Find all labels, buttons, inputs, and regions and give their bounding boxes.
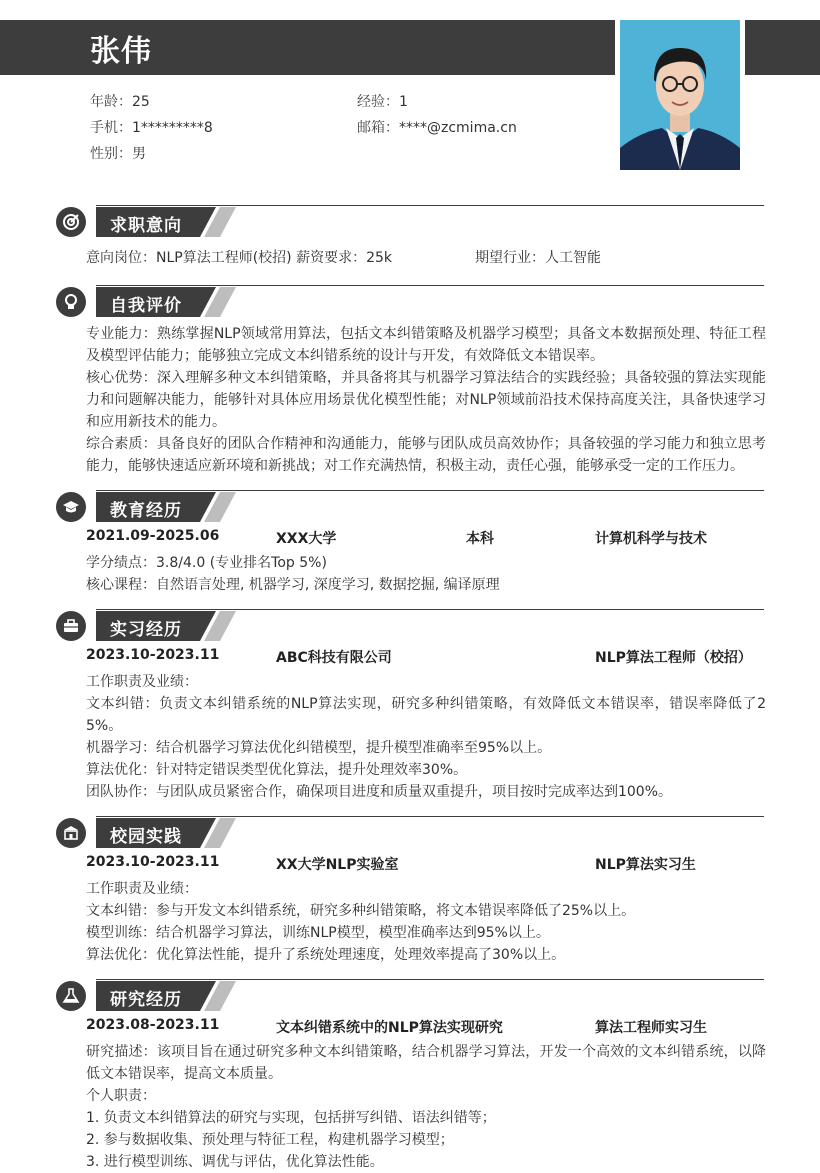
campus-building-icon [56, 818, 86, 848]
internship-row [86, 647, 766, 669]
research-line: 3. 进行模型训练、调优与评估，优化算法性能。 [86, 1154, 384, 1170]
internship-org: ABC科技有限公司 [276, 650, 392, 666]
section-internship-header [56, 609, 764, 643]
research-role: 算法工程师实习生 [595, 1020, 707, 1036]
section-research-header [56, 979, 764, 1013]
intent-position: 意向岗位：NLP算法工程师(校招) [86, 250, 292, 266]
internship-role: NLP算法工程师（校招） [595, 650, 752, 666]
self-para-2: 核心优势：深入理解多种文本纠错策略，并具备将其与机器学习算法结合的实践经验；具备较强的算法实现能力和问题解决能力，能够针对具体应用场景优化模型性能；对NLP领域前沿技术保持高度关注，具备快速学习和应用新技术的能力。 [86, 370, 766, 430]
info-phone: 手机：1*********8 [90, 120, 213, 136]
research-line: 2. 参与数据收集、预处理与特征工程，构建机器学习模型； [86, 1132, 454, 1148]
internship-date: 2023.10-2023.11 [86, 647, 220, 663]
research-line: 个人职责： [86, 1088, 156, 1104]
self-para-1: 专业能力：熟练掌握NLP领域常用算法，包括文本纠错策略及机器学习模型；具备文本数据预处理、特征工程及模型评估能力；能够独立完成文本纠错系统的设计与开发，有效降低文本错误率。 [86, 326, 766, 364]
campus-row [86, 854, 766, 876]
internship-line: 算法优化：针对特定错误类型优化算法，提升处理效率30%。 [86, 762, 468, 778]
campus-line: 文本纠错：参与开发文本纠错系统，研究多种纠错策略，将文本错误率降低了25%以上。 [86, 903, 636, 919]
campus-org: XX大学NLP实验室 [276, 857, 399, 873]
campus-line: 模型训练：结合机器学习算法，训练NLP模型，模型准确率达到95%以上。 [86, 925, 550, 941]
profile-photo [620, 20, 740, 170]
campus-role: NLP算法实习生 [595, 857, 696, 873]
section-title: 教育经历 [110, 501, 182, 521]
section-campus-header [56, 816, 764, 850]
research-date: 2023.08-2023.11 [86, 1017, 220, 1033]
section-title: 校园实践 [110, 827, 182, 847]
target-icon [56, 207, 86, 237]
education-row [86, 528, 766, 550]
campus-date: 2023.10-2023.11 [86, 854, 220, 870]
internship-line: 文本纠错：负责文本纠错系统的NLP算法实现，研究多种纠错策略，有效降低文本错误率，错误率降低了25%。 [86, 696, 766, 734]
internship-line: 机器学习：结合机器学习算法优化纠错模型，提升模型准确率至95%以上。 [86, 740, 552, 756]
research-project: 文本纠错系统中的NLP算法实现研究 [276, 1020, 503, 1036]
research-line: 研究描述：该项目旨在通过研究多种文本纠错策略，结合机器学习算法，开发一个高效的文本纠错系统，以降低文本错误率，提高文本质量。 [86, 1044, 766, 1082]
education-degree: 本科 [466, 531, 494, 547]
candidate-name: 张伟 [90, 34, 152, 69]
education-major: 计算机科学与技术 [595, 531, 707, 547]
campus-line: 算法优化：优化算法性能，提升了系统处理速度，处理效率提高了30%以上。 [86, 947, 566, 963]
education-school: XXX大学 [276, 531, 337, 547]
graduation-cap-icon [56, 492, 86, 522]
lightbulb-icon [56, 287, 86, 317]
info-experience: 经验：1 [357, 94, 408, 110]
education-date: 2021.09-2025.06 [86, 528, 220, 544]
section-education-header [56, 490, 764, 524]
briefcase-icon [56, 611, 86, 641]
internship-line: 工作职责及业绩： [86, 674, 198, 690]
section-title: 实习经历 [110, 620, 182, 640]
research-row [86, 1017, 766, 1039]
self-para-3: 综合素质：具备良好的团队合作精神和沟通能力，能够与团队成员高效协作；具备较强的学习能力和独立思考能力，能够快速适应新环境和新挑战；对工作充满热情，积极主动，责任心强，能够承受一定的工作压力。 [86, 436, 766, 474]
education-courses: 核心课程：自然语言处理, 机器学习, 深度学习, 数据挖掘, 编译原理 [86, 577, 500, 593]
internship-line: 团队协作：与团队成员紧密合作，确保项目进度和质量双重提升，项目按时完成率达到100%。 [86, 784, 673, 800]
section-title: 研究经历 [110, 990, 182, 1010]
section-intent-header [56, 205, 764, 239]
intent-industry: 期望行业：人工智能 [475, 250, 601, 266]
intent-salary: 薪资要求：25k [296, 250, 393, 266]
intent-row [86, 247, 766, 269]
info-gender: 性别：男 [90, 146, 146, 162]
section-title: 自我评价 [110, 296, 182, 316]
campus-line: 工作职责及业绩： [86, 881, 198, 897]
info-age: 年龄：25 [90, 94, 150, 110]
section-title: 求职意向 [110, 216, 182, 236]
flask-icon [56, 981, 86, 1011]
research-line: 1. 负责文本纠错算法的研究与实现，包括拼写纠错、语法纠错等； [86, 1110, 496, 1126]
education-gpa: 学分绩点：3.8/4.0 (专业排名Top 5%) [86, 555, 327, 571]
info-email: 邮箱：****@zcmima.cn [357, 120, 517, 136]
section-self-header [56, 285, 764, 319]
header-band-right [745, 20, 820, 75]
